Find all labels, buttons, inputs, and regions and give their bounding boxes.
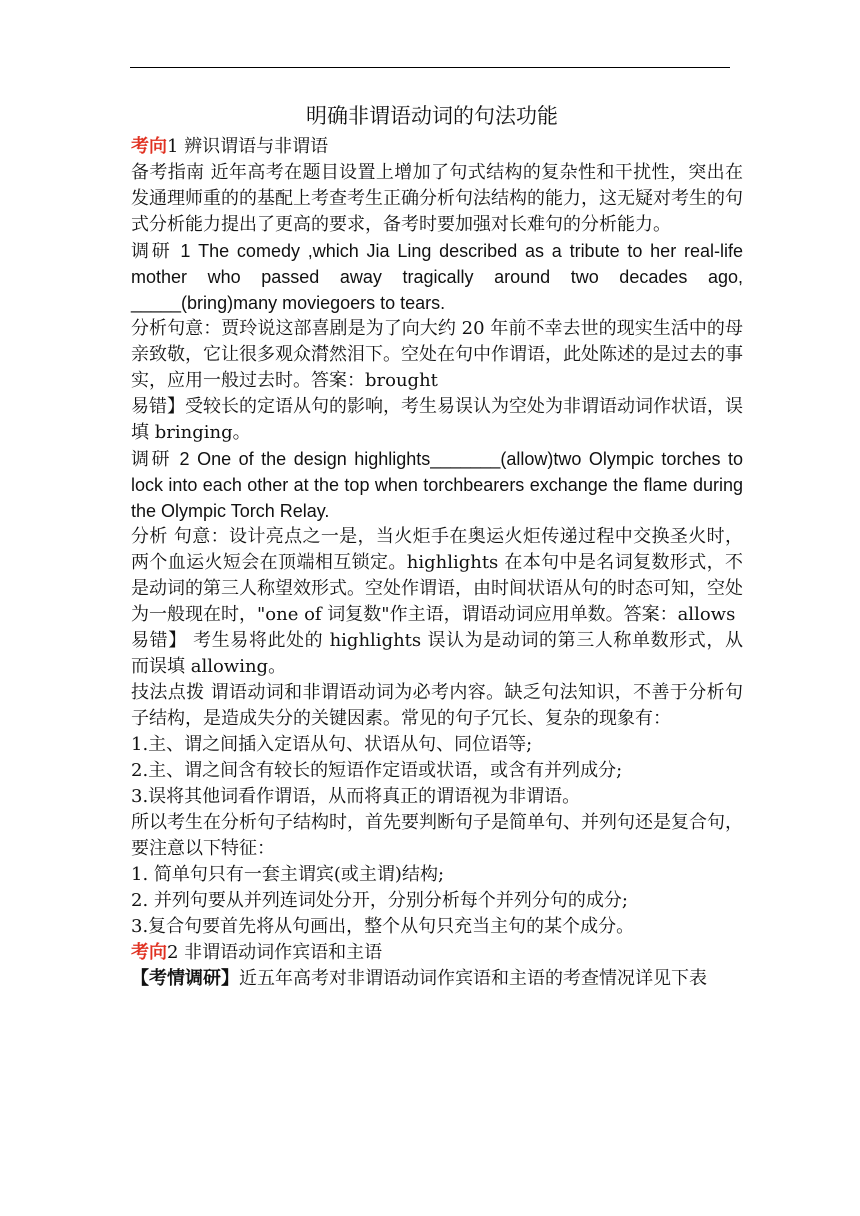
- section1-label: 考向: [131, 136, 167, 157]
- exam-guide-paragraph: 备考指南 近年高考在题目设置上增加了句式结构的复杂性和干扰性，突出在发通理师重的的基配上考查考生正确分析句法结构的能力，这无疑对考生的句式分析能力提出了更高的要求，备考时要加强对长难句的分析能力。: [131, 162, 743, 235]
- tips-list-item: 3.复合句要首先将从句画出，整个从句只充当主句的某个成分。: [131, 916, 635, 937]
- section1-heading: [131, 134, 743, 160]
- question2-error-note: 易错】 考生易将此处的 highlights 误认为是动词的第三人称单数形式，从而误填 allowing。: [131, 630, 743, 677]
- header-rule: [130, 67, 730, 68]
- survey-paragraph: [131, 966, 743, 992]
- tips-list-item: 1. 简单句只有一套主谓宾(或主谓)结构;: [131, 864, 445, 885]
- document-body: [131, 100, 743, 992]
- section2-text: 2 非谓语动词作宾语和主语: [167, 942, 383, 963]
- tips-list-item: 2. 并列句要从并列连词处分开，分别分析每个并列分句的成分;: [131, 890, 628, 911]
- tips-intro-2: 所以考生在分析句子结构时，首先要判断句子是简单句、并列句还是复合句，要注意以下特征：: [131, 812, 743, 859]
- tips-list-item: 3.误将其他词看作谓语，从而将真正的谓语视为非谓语。: [131, 786, 581, 807]
- section1-text: 1 辨识谓语与非谓语: [167, 136, 329, 157]
- document-title: 明确非谓语动词的句法功能: [306, 104, 558, 128]
- survey-text: 近五年高考对非谓语动词作宾语和主语的考查情况详见下表: [239, 968, 707, 989]
- question1-error-note: 易错】受较长的定语从句的影响，考生易误认为空处为非谓语动词作状语，误填 bringing。: [131, 396, 743, 443]
- question2-analysis: 分析 句意：设计亮点之一是，当火炬手在奥运火炬传递过程中交换圣火时，两个血运火短会在顶端相互锁定。highlights 在本句中是名词复数形式，不是动词的第三人称望效形式。空处作谓语，由时间状语从句的时态可知，空处为一般现在时，"one of 词复数"作主语，谓语动词应用单数。答案：allows: [131, 526, 743, 625]
- question1-text: 调研 1 The comedy ,which Jia Ling described as a tribute to her real-life mother who passed away tragically around two decades ago, _____(bring)many moviegoers to tears.: [131, 241, 743, 313]
- section2-heading: [131, 940, 743, 966]
- section2-label: 考向: [131, 942, 167, 963]
- question2-text: 调研 2 One of the design highlights_______(allow)two Olympic torches to lock into each other at the top when torchbearers exchange the flame during the Olympic Torch Relay.: [131, 449, 743, 521]
- survey-bracket-label: 【考情调研】: [131, 968, 239, 989]
- tips-list-item: 2.主、谓之间含有较长的短语作定语或状语，或含有并列成分;: [131, 760, 623, 781]
- question1-analysis: 分析句意：贾玲说这部喜剧是为了向大约 20 年前不幸去世的现实生活中的母亲致敬，它让很多观众潸然泪下。空处在句中作谓语，此处陈述的是过去的事实，应用一般过去时。答案：brought: [131, 318, 743, 391]
- tips-list-item: 1.主、谓之间插入定语从句、状语从句、同位语等;: [131, 734, 533, 755]
- tips-intro: 技法点拨 谓语动词和非谓语动词为必考内容。缺乏句法知识，不善于分析句子结构，是造成失分的关键因素。常见的句子冗长、复杂的现象有：: [131, 682, 743, 729]
